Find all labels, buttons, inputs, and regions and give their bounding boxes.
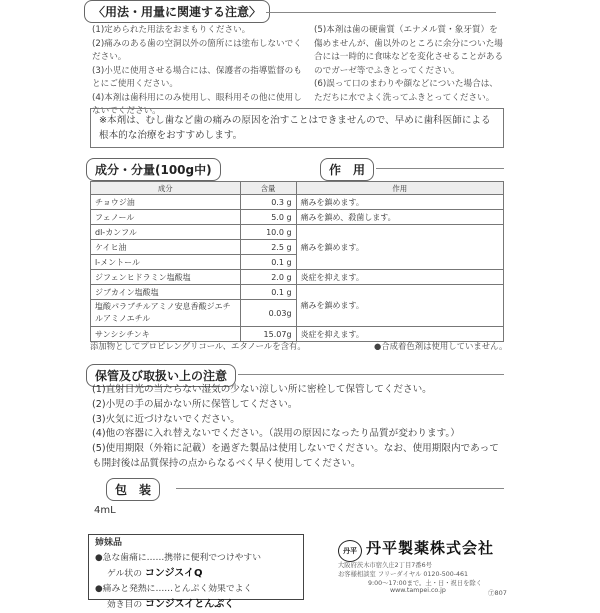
company-name: 丹平製薬株式会社 [366,539,495,557]
ingredient-effect: 炎症を抑えます。 [296,270,503,285]
ingredient-amount: 2.5 g [240,240,296,255]
usage-item-4: (4)本剤は歯科用にのみ使用し、眼科用その他に使用しないでください。 [92,92,302,116]
ingredient-name: ケイヒ油 [91,240,241,255]
header-amount: 含量 [240,182,296,195]
package-content: 4mL [94,505,116,516]
header-effect: 作用 [296,182,503,195]
sister-line-2: ゲル状の [107,569,143,579]
ingredient-amount: 0.1 g [240,285,296,300]
usage-title-rule [266,12,496,13]
company-url: www.tampei.co.jp [390,587,446,594]
ingredient-effect: 炎症を抑えます。 [296,327,503,342]
table-row [91,225,504,240]
ingredient-name: dl-カンフル [91,225,241,240]
storage-list [92,383,504,472]
sister-brand-2: コンジスイとんぷく [145,599,235,610]
sister-title: 姉妹品 [95,538,123,548]
action-title: 作 用 [320,158,374,181]
ingredient-name: フェノール [91,210,241,225]
usage-left-column [92,24,306,119]
package-title: 包 装 [106,478,160,501]
usage-item-6: (6)誤って口のまわりや顔などについた場合は、ただちに水でよく洗ってふきとってください。 [314,79,498,103]
table-row [91,195,504,210]
storage-item-5: (5)使用期限（外箱に記載）を過ぎた製品は使用しないでください。なお、使用期限内であっても開封後は品質保持の点からなるべく早く使用してください。 [92,443,499,469]
sister-brand-1: コンジスイQ [144,568,203,579]
package-title-rule [176,488,504,489]
ingredient-amount: 10.0 g [240,225,296,240]
company-hours: 9:00〜17:00まで。土・日・祝日を除く [368,580,483,587]
company-logo: 丹平 [338,540,362,562]
usage-title: 〈用法・用量に関連する注意〉 [84,0,270,23]
ingredient-effect: 痛みを鎮めます。 [296,225,503,270]
sister-line-4-wrap [95,597,297,613]
sister-line-4: 効き目の [107,600,143,610]
ingredients-table [90,181,504,342]
storage-item-2: (2)小児の手の届かない所に保管してください。 [92,398,298,410]
ingredients-title: 成分・分量(100g中) [86,158,221,181]
ingredient-amount: 15.07g [240,327,296,342]
ingredient-amount: 0.1 g [240,255,296,270]
ingredient-effect: 痛みを鎮めます。 [296,285,503,327]
header-ingredient: 成分 [91,182,241,195]
product-code: Ⓣ807 [488,589,507,597]
storage-title-rule [238,374,504,375]
sister-line-1: ●急な歯痛に……携帯に便利でつけやすい [95,553,262,563]
company-contact: お客様相談室 フリーダイヤル 0120-500-461 [338,571,469,578]
storage-item-1: (1)直射日光の当たらない湿気の少ない涼しい所に密栓して保管してください。 [92,384,432,395]
table-row [91,270,504,285]
usage-item-3: (3)小児に使用させる場合には、保護者の指導監督のもとにご使用ください。 [92,65,302,89]
ingredient-name: サンシシチンキ [91,327,241,342]
usage-item-2: (2)痛みのある歯の空洞以外の箇所には塗布しないでください。 [92,38,302,62]
no-color-text: ●合成着色剤は使用していません。 [374,341,508,351]
additives-text: 添加物としてプロピレングリコール、エタノールを含有。 [90,341,306,351]
ingredient-amount: 0.3 g [240,195,296,210]
storage-item-4: (4)他の容器に入れ替えないでください。（誤用の原因になったり品質が変わります。） [92,428,460,440]
usage-item-1: (1)定められた用法をおまもりください。 [92,25,251,35]
ingredient-name: ジブカイン塩酸塩 [91,285,241,300]
ingredient-amount: 0.03g [240,300,296,327]
ingredient-effect: 痛みを鎮め、殺菌します。 [296,210,503,225]
ingredient-name: 塩酸パラブチルアミノ安息香酸ジエチルアミノエチル [91,300,241,327]
sister-line-3: ●痛みと発熱に……とんぷく効果でよく [95,584,253,594]
sister-line-2-wrap [95,566,297,582]
storage-title: 保管及び取扱い上の注意 [86,364,236,387]
action-title-rule [376,168,504,169]
table-row [91,210,504,225]
sister-products-box [88,534,304,610]
usage-right-column [314,24,506,105]
usage-item-5: (5)本剤は歯の硬歯質（エナメル質・象牙質）を傷めませんが、歯以外のところに余分についた場合には一時的に食味などを変化させることがあるのでガーゼ等でふきとってください。 [314,25,504,76]
ingredient-amount: 2.0 g [240,270,296,285]
ingredient-effect: 痛みを鎮めます。 [296,195,503,210]
usage-note: ※本剤は、むし歯など歯の痛みの原因を治すことはできませんので、早めに歯科医師による根本的な治療をおすすめします。 [90,108,504,148]
storage-item-3: (3)火気に近づけないでください。 [92,413,240,425]
table-header-row [91,182,504,195]
ingredient-name: ジフェンヒドラミン塩酸塩 [91,270,241,285]
company-address: 大阪府茨木市宿久庄2丁目7番6号 [338,562,432,569]
ingredient-amount: 5.0 g [240,210,296,225]
table-row [91,285,504,300]
ingredient-name: l-メントール [91,255,241,270]
ingredient-name: チョウジ油 [91,195,241,210]
